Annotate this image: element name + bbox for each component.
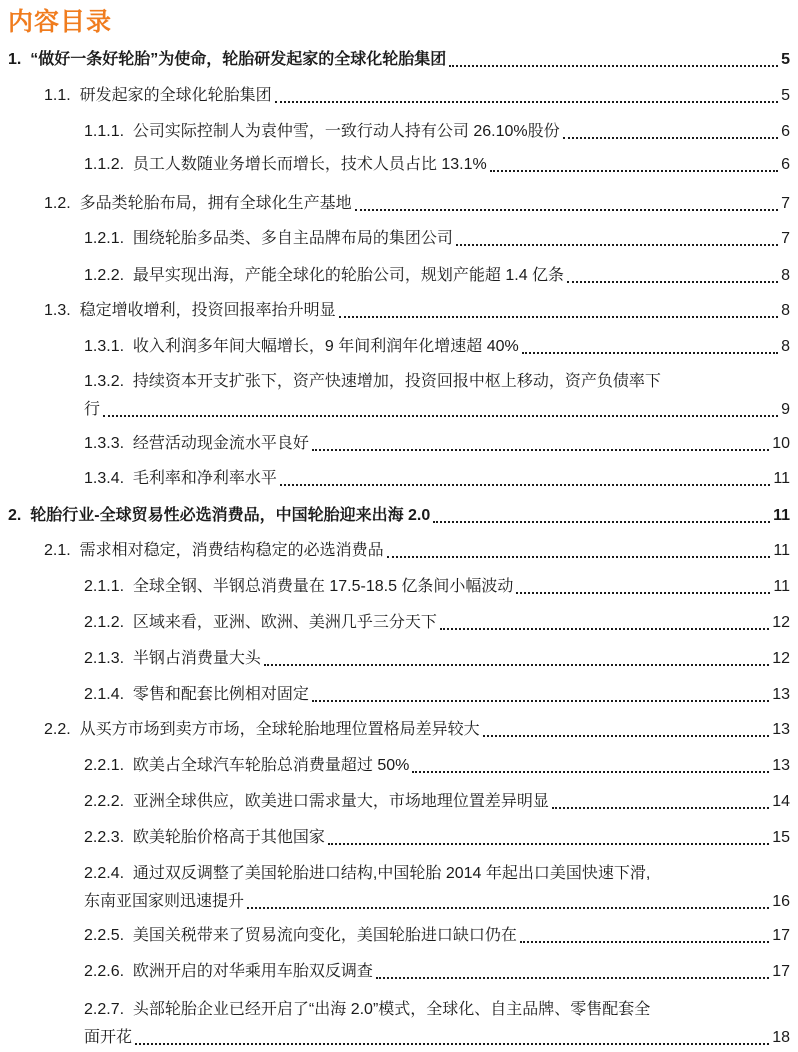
toc-entry[interactable] xyxy=(0,46,798,82)
toc-entry-page: 9 xyxy=(781,401,790,418)
toc-entry-page: 11 xyxy=(773,578,790,595)
toc-entry[interactable] xyxy=(0,573,798,609)
toc-entry[interactable] xyxy=(0,465,798,501)
toc-entry-number: 2.2.7. xyxy=(84,1001,133,1018)
toc-entry-number: 2.2.4. xyxy=(84,865,133,882)
toc-entry-row xyxy=(0,46,790,74)
dot-leader xyxy=(456,244,778,246)
dot-leader xyxy=(522,352,778,354)
toc-entry-page: 14 xyxy=(772,793,790,810)
toc-entry-text: 美国关税带来了贸易流向变化，美国轮胎进口缺口仍在 xyxy=(132,927,517,944)
toc-entry-text: 需求相对稳定，消费结构稳定的必选消费品 xyxy=(79,542,384,559)
toc-entry-page: 15 xyxy=(772,829,790,846)
dot-leader xyxy=(412,771,769,773)
toc-entry-text: 稳定增收增利，投资回报率抬升明显 xyxy=(79,302,336,319)
toc-entry-line xyxy=(0,860,790,888)
dot-leader xyxy=(516,592,770,594)
toc-entry-text: 最早实现出海，产能全球化的轮胎公司，规划产能超 1.4 亿条 xyxy=(132,267,565,284)
toc-entry-text-continued: 面开花 xyxy=(84,1029,133,1046)
toc-entry-number: 2.1.4. xyxy=(84,686,133,703)
toc-entry-row xyxy=(0,958,790,986)
toc-entry-row xyxy=(0,788,790,816)
toc-entry-text: 公司实际控制人为袁仲雪，一致行动人持有公司 26.10%股份 xyxy=(132,123,560,140)
toc-entry-number: 2.2. xyxy=(44,721,80,738)
toc-entry-row xyxy=(0,151,790,179)
toc-entry-text: 欧洲开启的对华乘用车胎双反调查 xyxy=(132,963,373,980)
toc-entry-text: 持续资本开支扩张下，资产快速增加，投资回报中枢上移动，资产负债率下 xyxy=(132,373,661,390)
toc-entry-row xyxy=(0,502,790,530)
toc-entry-row xyxy=(0,190,790,218)
toc-entry-row xyxy=(0,430,790,458)
toc-entry-page: 11 xyxy=(773,542,790,559)
toc-entry-text: 围绕轮胎多品类、多自主品牌布局的集团公司 xyxy=(132,230,453,247)
toc-entry-page: 7 xyxy=(781,230,790,247)
toc-entry-number: 1.2.2. xyxy=(84,267,133,284)
toc-entry-number: 1.3.3. xyxy=(84,435,133,452)
toc-entry-page: 5 xyxy=(781,51,790,68)
toc-entry-row xyxy=(0,118,790,146)
toc-entry-number: 1.2.1. xyxy=(84,230,133,247)
toc-entry-row xyxy=(0,262,790,290)
toc-entry-page: 17 xyxy=(772,963,790,980)
toc-entry-row xyxy=(0,333,790,361)
dot-leader xyxy=(433,521,770,523)
toc-entry-number: 1.3.4. xyxy=(84,470,133,487)
toc-entry[interactable] xyxy=(0,82,798,118)
toc-entry-number: 2.1.3. xyxy=(84,650,133,667)
dot-leader xyxy=(328,843,769,845)
toc-entry[interactable] xyxy=(0,297,798,333)
toc-entry-text: 亚洲全球供应，欧美进口需求量大，市场地理位置差异明显 xyxy=(132,793,549,810)
toc-entry-page: 8 xyxy=(781,302,790,319)
toc-entry-number: 2.2.1. xyxy=(84,757,133,774)
dot-leader xyxy=(312,700,769,702)
dot-leader xyxy=(552,807,769,809)
toc-entry-number: 1. xyxy=(8,51,31,68)
toc-entry[interactable] xyxy=(0,716,798,752)
toc-entry-number: 1.2. xyxy=(44,195,80,212)
toc-entry-line xyxy=(0,996,790,1024)
toc-entry-text: 欧美占全球汽车轮胎总消费量超过 50% xyxy=(132,757,410,774)
toc-entry-number: 2.1. xyxy=(44,542,80,559)
toc-entry-number: 2.2.2. xyxy=(84,793,133,810)
toc-entry-page: 5 xyxy=(781,87,790,104)
dot-leader xyxy=(387,556,771,558)
toc-entry-number: 2.1.1. xyxy=(84,578,133,595)
toc-entry[interactable] xyxy=(0,824,798,860)
toc-entry-number: 1.3.1. xyxy=(84,338,133,355)
toc-entry-row xyxy=(0,396,790,424)
dot-leader xyxy=(339,316,779,318)
toc-entry-page: 17 xyxy=(772,927,790,944)
toc-entry[interactable] xyxy=(0,958,798,994)
toc-entry-text: 半钢占消费量大头 xyxy=(132,650,261,667)
toc-title: 内容目录 xyxy=(8,8,113,36)
toc-entry[interactable] xyxy=(0,609,798,645)
toc-entry[interactable] xyxy=(0,190,798,226)
toc-entry-number: 1.3.2. xyxy=(84,373,133,390)
toc-entry-text: 经营活动现金流水平良好 xyxy=(132,435,309,452)
toc-entry-page: 7 xyxy=(781,195,790,212)
toc-entry-text: 零售和配套比例相对固定 xyxy=(132,686,309,703)
toc-entry-row xyxy=(0,297,790,325)
toc-entry-page: 10 xyxy=(772,435,790,452)
dot-leader xyxy=(103,415,778,417)
toc-entry-page: 11 xyxy=(773,507,790,524)
dot-leader xyxy=(483,735,770,737)
dot-leader xyxy=(490,170,778,172)
toc-entry-page: 8 xyxy=(781,338,790,355)
toc-entry-text: 头部轮胎企业已经开启了“出海 2.0”模式，全球化、自主品牌、零售配套全 xyxy=(132,1001,651,1018)
dot-leader xyxy=(312,449,769,451)
toc-entry-row xyxy=(0,609,790,637)
toc-entry-row xyxy=(0,716,790,744)
toc-entry-row xyxy=(0,537,790,565)
toc-entry-row xyxy=(0,225,790,253)
toc-entry[interactable] xyxy=(0,922,798,958)
toc-entry-number: 2. xyxy=(8,507,31,524)
toc-entry[interactable] xyxy=(0,681,798,717)
toc-entry-text-continued: 东南亚国家则迅速提升 xyxy=(84,893,245,910)
toc-entry-number: 2.2.5. xyxy=(84,927,133,944)
toc-entry-page: 13 xyxy=(772,757,790,774)
toc-entry-page: 12 xyxy=(772,614,790,631)
toc-entry[interactable] xyxy=(0,788,798,824)
toc-entry[interactable] xyxy=(0,996,798,1052)
toc-entry-text: 全球全钢、半钢总消费量在 17.5-18.5 亿条间小幅波动 xyxy=(132,578,514,595)
toc-entry-number: 2.1.2. xyxy=(84,614,133,631)
dot-leader xyxy=(280,484,770,486)
toc-entry-row xyxy=(0,888,790,916)
toc-entry-page: 11 xyxy=(773,470,790,487)
toc-entry[interactable] xyxy=(0,860,798,916)
toc-entry-row xyxy=(0,645,790,673)
toc-entry-number: 2.2.6. xyxy=(84,963,133,980)
toc-entry[interactable] xyxy=(0,752,798,788)
toc-entry[interactable] xyxy=(0,502,798,538)
toc-entry[interactable] xyxy=(0,430,798,466)
toc-entry[interactable] xyxy=(0,151,798,187)
toc-entry[interactable] xyxy=(0,262,798,298)
toc-entry-row xyxy=(0,1024,790,1052)
toc-entry-page: 13 xyxy=(772,686,790,703)
toc-entry-number: 1.1.2. xyxy=(84,156,133,173)
toc-entry-text: 员工人数随业务增长而增长，技术人员占比 13.1% xyxy=(132,156,487,173)
dot-leader xyxy=(449,65,778,67)
toc-entry-text: 从买方市场到卖方市场，全球轮胎地理位置格局差异较大 xyxy=(79,721,480,738)
toc-entry-text-continued: 行 xyxy=(84,401,101,418)
toc-entry-line xyxy=(0,368,790,396)
toc-entry-page: 18 xyxy=(772,1029,790,1046)
dot-leader xyxy=(520,941,769,943)
dot-leader xyxy=(440,628,769,630)
toc-entry-number: 2.2.3. xyxy=(84,829,133,846)
toc-entry-number: 1.1.1. xyxy=(84,123,133,140)
toc-entry-text: 区域来看，亚洲、欧洲、美洲几乎三分天下 xyxy=(132,614,437,631)
toc-entry-text: 研发起家的全球化轮胎集团 xyxy=(79,87,272,104)
dot-leader xyxy=(567,281,778,283)
dot-leader xyxy=(376,977,769,979)
toc-entry-text: 多品类轮胎布局，拥有全球化生产基地 xyxy=(79,195,352,212)
toc-entry-number: 1.3. xyxy=(44,302,80,319)
toc-entry-row xyxy=(0,465,790,493)
toc-entry-text: 通过双反调整了美国轮胎进口结构,中国轮胎 2014 年起出口美国快速下滑, xyxy=(132,865,651,882)
toc-entry[interactable] xyxy=(0,645,798,681)
toc-entry[interactable] xyxy=(0,225,798,261)
toc-entry-page: 13 xyxy=(772,721,790,738)
toc-entry-row xyxy=(0,82,790,110)
dot-leader xyxy=(247,907,769,909)
toc-entry-number: 1.1. xyxy=(44,87,80,104)
toc-entry-page: 12 xyxy=(772,650,790,667)
toc-entry-row xyxy=(0,824,790,852)
toc-entry-page: 6 xyxy=(781,123,790,140)
toc-entry-page: 8 xyxy=(781,267,790,284)
toc-entry-row xyxy=(0,922,790,950)
toc-entry-text: 收入利润多年间大幅增长，9 年间利润年化增速超 40% xyxy=(132,338,519,355)
toc-entry-text: “做好一条好轮胎”为使命，轮胎研发起家的全球化轮胎集团 xyxy=(30,51,447,68)
dot-leader xyxy=(275,101,779,103)
toc-entry-row xyxy=(0,573,790,601)
toc-entry-text: 欧美轮胎价格高于其他国家 xyxy=(132,829,325,846)
toc-entry-row xyxy=(0,681,790,709)
toc-entry[interactable] xyxy=(0,537,798,573)
toc-entry-text: 轮胎行业-全球贸易性必选消费品，中国轮胎迎来出海 2.0 xyxy=(30,507,431,524)
toc-entry-page: 16 xyxy=(772,893,790,910)
toc-entry-page: 6 xyxy=(781,156,790,173)
toc-entry[interactable] xyxy=(0,333,798,369)
toc-entry[interactable] xyxy=(0,118,798,154)
dot-leader xyxy=(355,209,779,211)
toc-entry-row xyxy=(0,752,790,780)
dot-leader xyxy=(135,1043,769,1045)
toc-entry[interactable] xyxy=(0,368,798,424)
toc-entry-text: 毛利率和净利率水平 xyxy=(132,470,277,487)
dot-leader xyxy=(264,664,769,666)
dot-leader xyxy=(563,137,778,139)
